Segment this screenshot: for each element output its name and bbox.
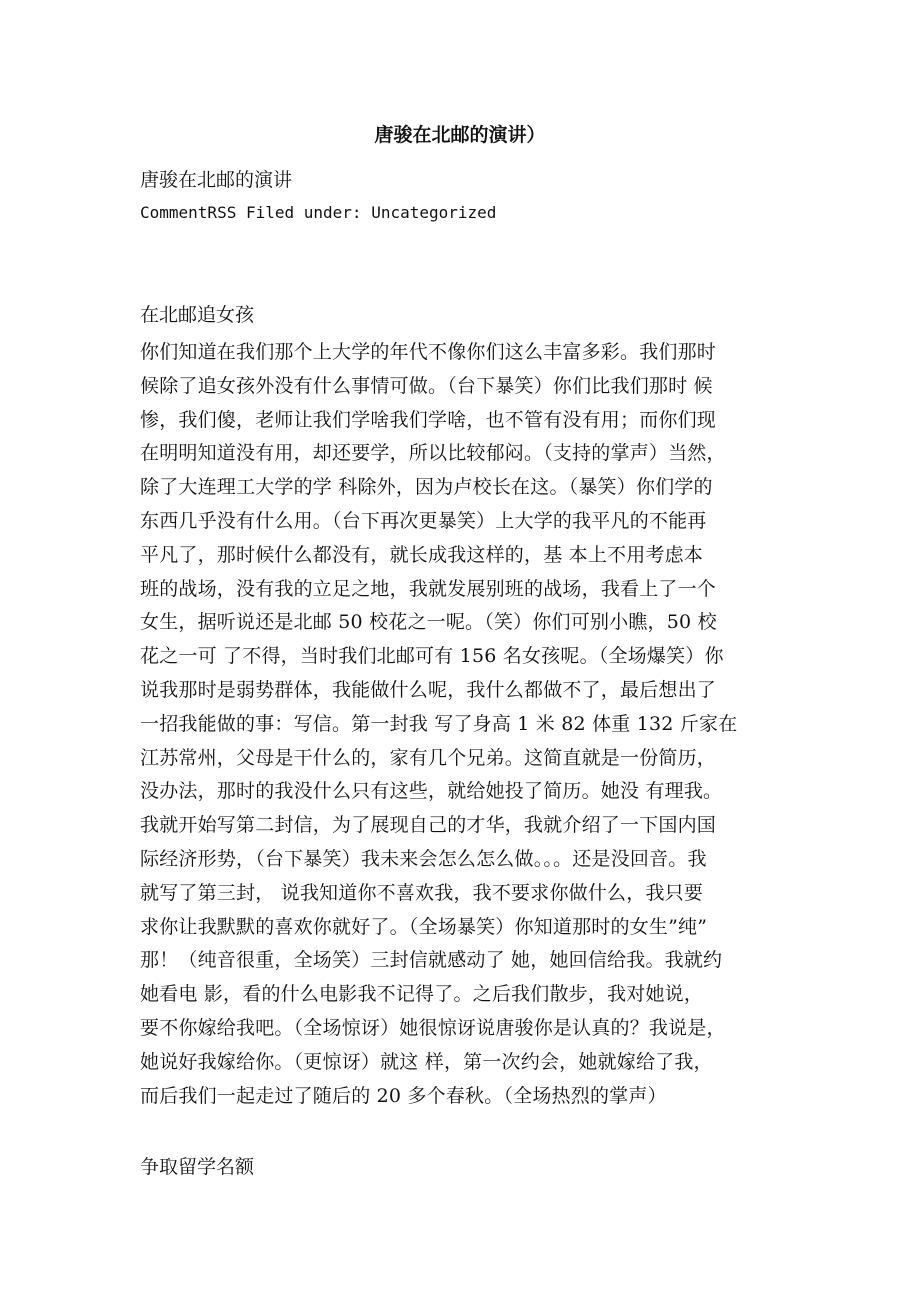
body-line: 没办法，那时的我没什么只有这些，就给她投了简历。她没 有理我。 — [140, 780, 723, 803]
body-line: 一招我能做的事：写信。第一封我 写了身高 1 米 82 体重 132 斤家在 — [140, 712, 738, 735]
body-line: 说我那时是弱势群体，我能做什么呢，我什么都做不了，最后想出了 — [140, 678, 717, 701]
body-line: 花之一可 了不得，当时我们北邮可有 156 名女孩呢。（全场爆笑）你 — [140, 645, 724, 668]
section-body-chasing-girl — [140, 336, 790, 1113]
body-line: 江苏常州，父母是干什么的，家有几个兄弟。这简直就是一份简历， — [140, 746, 717, 769]
document-title: 唐骏在北邮的演讲） — [374, 124, 546, 146]
body-line: 我就开始写第二封信，为了展现自己的才华，我就介绍了一下国内国 — [140, 814, 717, 837]
post-meta-line: CommentRSS Filed under: Uncategorized — [140, 203, 497, 222]
body-line: 候除了追女孩外没有什么事情可做。（台下暴笑）你们比我们那时 候 — [140, 374, 713, 397]
body-line: 你们知道在我们那个上大学的年代不像你们这么丰富多彩。我们那时 — [140, 341, 717, 363]
section-heading-chasing-girl: 在北邮追女孩 — [140, 304, 255, 326]
body-line: 要不你嫁给我吧。（全场惊讶）她很惊讶说唐骏你是认真的？我说是， — [140, 1016, 726, 1039]
body-line: 东西几乎没有什么用。（台下再次更暴笑）上大学的我平凡的不能再 — [140, 509, 707, 532]
body-line: 班的战场，没有我的立足之地，我就发展别班的战场，我看上了一个 — [140, 577, 717, 600]
body-line: 就写了第三封， 说我知道你不喜欢我，我不要求你做什么，我只要 — [140, 881, 704, 904]
body-line: 女生，据听说还是北邮 50 校花之一呢。（笑）你们可别小瞧，50 校 — [140, 611, 717, 634]
body-line: 在明明知道没有用，却还要学，所以比较郁闷。（支持的掌声）当然， — [140, 442, 726, 465]
section-heading-study-abroad-quota: 争取留学名额 — [140, 1156, 255, 1178]
body-line: 求你让我默默的喜欢你就好了。（全场暴笑）你知道那时的女生”纯” — [140, 915, 708, 938]
body-line: 她说好我嫁给你。（更惊讶）就这 样，第一次约会，她就嫁给了我， — [140, 1050, 713, 1073]
body-line: 惨，我们傻，老师让我们学啥我们学啥，也不管有没有用；而你们现 — [140, 408, 717, 431]
body-line: 除了大连理工大学的学 科除外，因为卢校长在这。（暴笑）你们学的 — [140, 476, 713, 499]
body-line: 而后我们一起走过了随后的 20 多个春秋。（全场热烈的掌声） — [140, 1084, 667, 1107]
body-line: 那！（纯音很重，全场笑）三封信就感动了 她，她回信给我。我就约 — [140, 949, 723, 972]
body-line: 平凡了，那时候什么都没有，就长成我这样的，基 本上不用考虑本 — [140, 543, 704, 566]
body-line: 她看电 影，看的什么电影我不记得了。之后我们散步，我对她说， — [140, 983, 704, 1006]
document-subtitle: 唐骏在北邮的演讲 — [140, 169, 293, 191]
body-line: 际经济形势，（台下暴笑）我未来会怎么怎么做。。。还是没回音。我 — [140, 847, 707, 870]
